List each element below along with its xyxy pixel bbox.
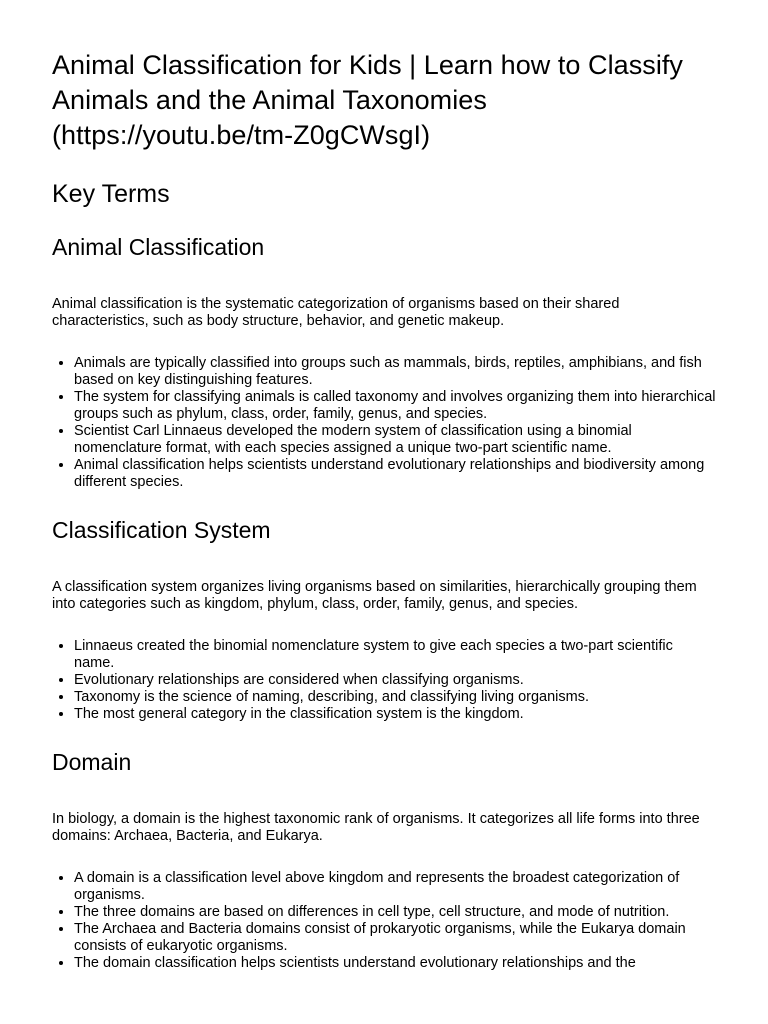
list-item: • Animal classification helps scientists understand evolutionary relationships and biodiversity among different species. [74, 457, 716, 491]
list-item: • Evolutionary relationships are considered when classifying organisms. [74, 672, 716, 689]
bullet-list [52, 870, 716, 972]
document-page [52, 48, 716, 972]
section-paragraph: Animal classification is the systematic categorization of organisms based on their shared characteristics, such as body structure, behavior, and genetic makeup. [52, 296, 620, 329]
section-classification-system [52, 516, 716, 723]
list-item: • The Archaea and Bacteria domains consist of prokaryotic organisms, while the Eukarya domain consists of eukaryotic organisms. [74, 921, 716, 955]
section-heading: Domain [52, 749, 132, 775]
bullet-list [52, 355, 716, 491]
section-paragraph: In biology, a domain is the highest taxonomic rank of organisms. It categorizes all life forms into three domains: Archaea, Bacteria, and Eukarya. [52, 811, 700, 844]
list-item: • A domain is a classification level above kingdom and represents the broadest categorization of organisms. [74, 870, 716, 904]
section-domain [52, 748, 716, 972]
list-item: • Animals are typically classified into groups such as mammals, birds, reptiles, amphibians, and fish based on key distinguishing features. [74, 355, 716, 389]
list-item: • Scientist Carl Linnaeus developed the modern system of classification using a binomial nomenclature format, with each species assigned a unique two-part scientific name. [74, 423, 716, 457]
section-animal-classification [52, 233, 716, 491]
key-terms-heading: Key Terms [52, 180, 170, 208]
section-heading: Classification System [52, 517, 271, 543]
list-item: • The three domains are based on differences in cell type, cell structure, and mode of nutrition. [74, 904, 716, 921]
bullet-list [52, 638, 716, 723]
section-heading: Animal Classification [52, 234, 265, 260]
document-title: Animal Classification for Kids | Learn how to Classify Animals and the Animal Taxonomies (https://youtu.be/tm-Z0gCWsgI) [52, 50, 683, 150]
section-paragraph: A classification system organizes living organisms based on similarities, hierarchically grouping them into categories such as kingdom, phylum, class, order, family, genus, and species. [52, 579, 697, 612]
list-item: • Taxonomy is the science of naming, describing, and classifying living organisms. [74, 689, 716, 706]
list-item: • Linnaeus created the binomial nomenclature system to give each species a two-part scientific name. [74, 638, 716, 672]
list-item: • The system for classifying animals is called taxonomy and involves organizing them into hierarchical groups such as phylum, class, order, family, genus, and species. [74, 389, 716, 423]
list-item: • The domain classification helps scientists understand evolutionary relationships and the [74, 955, 716, 972]
list-item: • The most general category in the classification system is the kingdom. [74, 706, 716, 723]
